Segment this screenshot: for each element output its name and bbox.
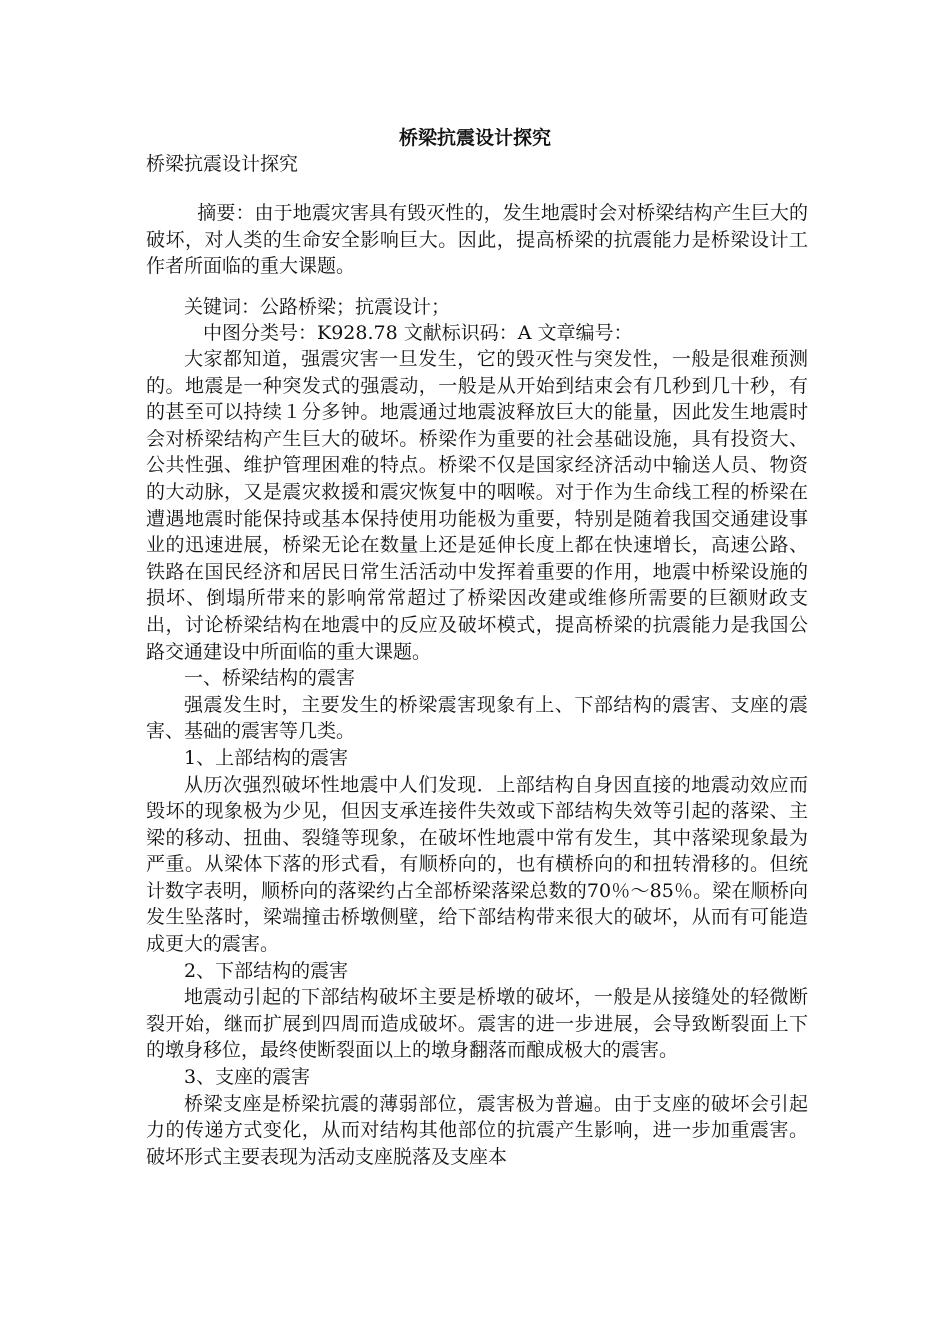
body-paragraph: 地震动引起的下部结构破坏主要是桥墩的破坏，一般是从接缝处的轻微断裂开始，继而扩展到四周而造成破坏。震害的进一步进展，会导致断裂面上下的墩身移位，最终使断裂面以上的墩身翻落而酿成极大的震害。 — [146, 986, 808, 1062]
subsection-heading: 1、上部结构的震害 — [184, 746, 349, 769]
body-paragraph: 大家都知道，强震灾害一旦发生，它的毁灭性与突发性，一般是很难预测的。地震是一种突发式的强震动，一般是从开始到结束会有几秒到几十秒，有的甚至可以持续１分多钟。地震通过地震波释放巨大的能量，因此发生地震时会对桥梁结构产生巨大的破坏。桥梁作为重要的社会基础设施，具有投资大、公共性强、维护管理困难的特点。桥梁不仅是国家经济活动中输送人员、物资的大动脉，又是震灾救援和震灾恢复中的咽喉。对于作为生命线工程的桥梁在遭遇地震时能保持或基本保持使用功能极为重要，特别是随着我国交通建设事业的迅速进展，桥梁无论在数量上还是延伸长度上都在快速增长，高速公路、铁路在国民经济和居民日常生活活动中发挥着重要的作用，地震中桥梁设施的损坏、倒塌所带来的影响常常超过了桥梁因改建或维修所需要的巨额财政支出，讨论桥梁结构在地震中的反应及破坏模式，提高桥梁的抗震能力是我国公路交通建设中所面临的重大课题。 — [146, 348, 808, 663]
subsection-heading: 3、支座的震害 — [184, 1066, 311, 1089]
article-body — [146, 346, 808, 1170]
document-title: 桥梁抗震设计探究 — [398, 127, 551, 149]
abstract-section — [146, 200, 808, 280]
body-paragraph: 从历次强烈破坏性地震中人们发现．上部结构自身因直接的地震动效应而毁坏的现象极为少见，但因支承连接件失效或下部结构失效等引起的落梁、主梁的移动、扭曲、裂缝等现象，在破坏性地震中常有发生，其中落梁现象最为严重。从梁体下落的形式看，有顺桥向的，也有横桥向的和扭转滑移的。但统计数字表明，顺桥向的落梁约占全部桥梁落梁总数的70％～85％。梁在顺桥向发生坠落时，梁端撞击桥墩侧壁，给下部结构带来很大的破坏，从而有可能造成更大的震害。 — [146, 773, 808, 956]
document-subtitle: 桥梁抗震设计探究 — [146, 153, 299, 175]
keywords-section — [146, 294, 808, 321]
keywords-text: 关键词：公路桥梁；抗震设计； — [184, 296, 451, 318]
body-paragraph: 强震发生时，主要发生的桥梁震害现象有上、下部结构的震害、支座的震害、基础的震害等几类。 — [146, 693, 808, 743]
section-heading: 一、桥梁结构的震害 — [184, 667, 356, 690]
body-paragraph: 桥梁支座是桥梁抗震的薄弱部位，震害极为普遍。由于支座的破坏会引起力的传递方式变化，从而对结构其他部位的抗震产生影响，进一步加重震害。破坏形式主要表现为活动支座脱落及支座本 — [146, 1092, 808, 1168]
subsection-heading: 2、下部结构的震害 — [184, 959, 349, 982]
classification-text: 中图分类号：K928.78 文献标识码：A 文章编号： — [203, 322, 633, 344]
classification-section — [146, 320, 808, 347]
abstract-text: 摘要：由于地震灾害具有毁灭性的，发生地震时会对桥梁结构产生巨大的破坏，对人类的生命安全影响巨大。因此，提高桥梁的抗震能力是桥梁设计工作者所面临的重大课题。 — [146, 202, 808, 278]
